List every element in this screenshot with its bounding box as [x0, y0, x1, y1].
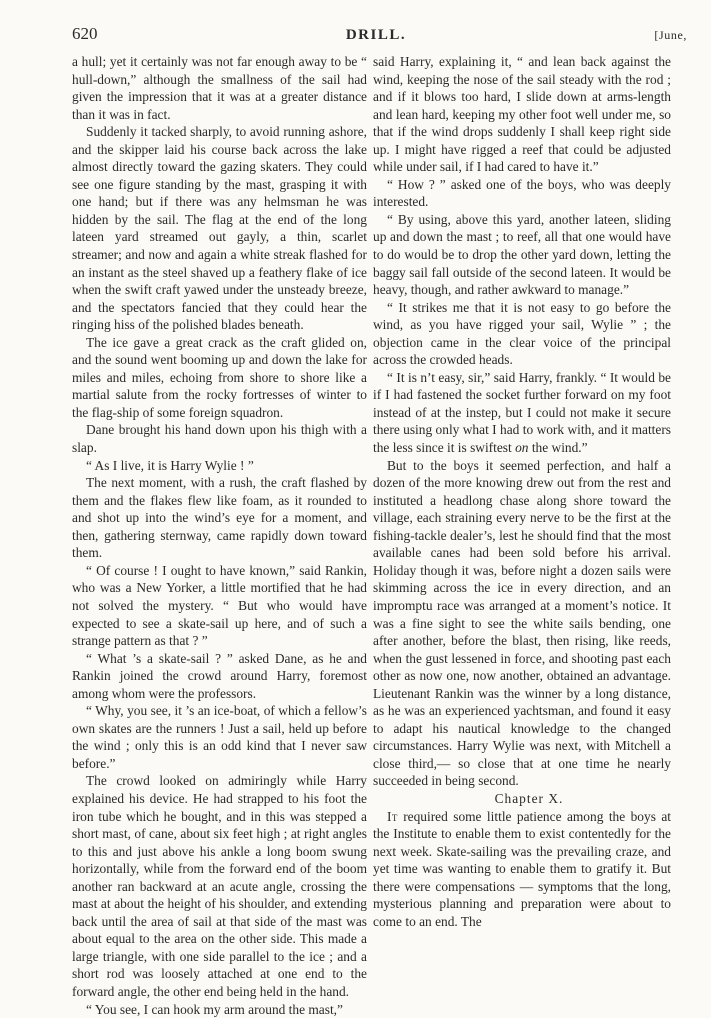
- paragraph: “ As I live, it is Harry Wylie ! ”: [86, 457, 254, 473]
- paragraph: “ By using, above this yard, another lateen, sliding up and down the mast ; to reef, all that one would have to do would be to drop the other yard down, letting the baggy sail fall outside of the second lateen. It would be heavy, though, and rather awkward to manage.”: [373, 211, 671, 298]
- paragraph: The ice gave a great crack as the craft glided on, and the sound went booming up and down the lake for miles and miles, echoing from shore to shore like a martial salute from the rocky fortresses of winter to the flag-ship of some foreign squadron.: [72, 334, 367, 420]
- running-head: [72, 24, 687, 50]
- chapter-first-paragraph: [373, 808, 671, 931]
- paragraph: said Harry, explaining it, “ and lean back against the wind, keeping the nose of the sail steady with the rod ; and if it blows too hard, I slide down at arms-length and lean hard, keeping my other foot well under me, so that if the wind drops suddenly I shall keep right side up. I might have rigged a reef that could be adjusted while under sail, if I had cared to have it.”: [373, 54, 671, 175]
- paragraph: “ Of course ! I ought to have known,” said Rankin, who was a New Yorker, a little mortified that he had not solved the mystery. “ But who would have expected to see a skate-sail up here, and of such a strange pattern as that ? ”: [72, 562, 367, 649]
- chapter-heading: Chapter X.: [494, 790, 564, 806]
- paragraph: “ You see, I can hook my arm around the mast,”: [86, 1001, 343, 1017]
- chapter-first-text: required some little patience among the boys at the Institute to enable them to exist contentedly for the next week. Skate-sailing was the prevailing craze, and yet time was wanting to enable them to gratify it. But there were compensations — symptoms that the long, mysterious planning and preparation were about to come to an end. The: [373, 808, 671, 929]
- paragraph: But to the boys it seemed perfection, and half a dozen of the more knowing drew out from the rest and instituted a headlong chase along shore toward the village, each straining every nerve to be the first at the fishing-tackle dealer’s, lest he should find that the most available canes had been sold before his arrival. Holiday though it was, before night a dozen sails were skimming across the ice in every direction, and an impromptu race was arranged at a moment’s notice. It was a fine sight to see the white sails bending, one after another, before the blast, then rising, like reeds, when the gust lessened in force, and shooting past each other as now one, now another, obtained an advantage. Lieutenant Rankin was the winner by a long distance, as he was an experienced yachtsman, and found it easy to adapt his nautical knowledge to the changed circumstances. Harry Wylie was next, with Mitchell a close third,— so close that at one time he nearly succeeded in being second.: [373, 457, 671, 789]
- paragraph: The next moment, with a rush, the craft flashed by them and the flakes flew like foam, as it rounded to and shot up into the wind’s eye for a moment, and then, gathering sternway, came rapidly down toward them.: [72, 475, 367, 561]
- paragraph: “ What ’s a skate-sail ? ” asked Dane, as he and Rankin joined the crowd around Harry, foremost among whom were the professors.: [72, 650, 367, 701]
- paragraph-with-emphasis: [373, 369, 671, 457]
- paragraph: Suddenly it tacked sharply, to avoid running ashore, and the skipper laid his course back across the lake almost directly toward the gazing skaters. They could see one figure standing by the mast, grasping it with one hand; but if there was any helmsman he was hidden by the sail. The flag at the end of the long lateen yard streamed out gayly, a thin, scarlet streamer; and now and again a white streak flashed for an instant as the steel shaved up a feathery flake of ice when the swift craft yawed under the unsteady breeze, and the spectators fancied that they could hear the ringing hiss of the polished blades beneath.: [72, 124, 367, 333]
- paragraph-tail: the wind.”: [528, 440, 588, 456]
- paragraph-text: “ It is n’t easy, sir,” said Harry, frankly. “ It would be if I had fastened the socket further forward on my foot instead of at the instep, but I could not make it secure there using only what I had to work with, and it matters the less since it is swiftest: [373, 369, 671, 456]
- page-number: 620: [72, 24, 98, 43]
- issue-month: [June,: [654, 28, 687, 42]
- emphasis-word: on: [515, 440, 529, 456]
- paragraph: The crowd looked on admiringly while Harry explained his device. He had strapped to his foot the iron tube which he bought, and in this was stepped a short mast, of cane, about six feet high ; at right angles to this and just above his ankle a long boom swung horizontally, while from the forward end of the boom another ran backward at an acute angle, crossing the mast at about the height of his shoulder, and extending back until the area of sail at that side of the mast was about equal to the area on the other side. This made a large triangle, with one side parallel to the ice ; and a short rod was loosely attached at one end to the forward angle, the other end being held in the hand.: [72, 773, 367, 999]
- paragraph: “ Why, you see, it ’s an ice-boat, of which a fellow’s own skates are the runners ! Just a sail, held up before the wind ; only this is an odd kind that I never saw before.”: [72, 703, 367, 771]
- running-title: DRILL.: [345, 27, 407, 43]
- paragraph: “ It strikes me that it is not easy to go before the wind, as you have rigged your sail, Wylie ” ; the objection came in the clear voice of the principal across the crowded heads.: [373, 299, 671, 368]
- left-column: [72, 53, 367, 1018]
- paragraph: Dane brought his hand down upon his thigh with a slap.: [72, 422, 367, 456]
- chapter-first-word: It: [387, 808, 398, 824]
- paragraph: “ How ? ” asked one of the boys, who was deeply interested.: [373, 176, 671, 210]
- paragraph: a hull; yet it certainly was not far enough away to be “ hull-down,” although the smallness of the sail had given the impression that it was at a greater distance than it was in fact.: [72, 54, 367, 122]
- right-column: [373, 53, 671, 930]
